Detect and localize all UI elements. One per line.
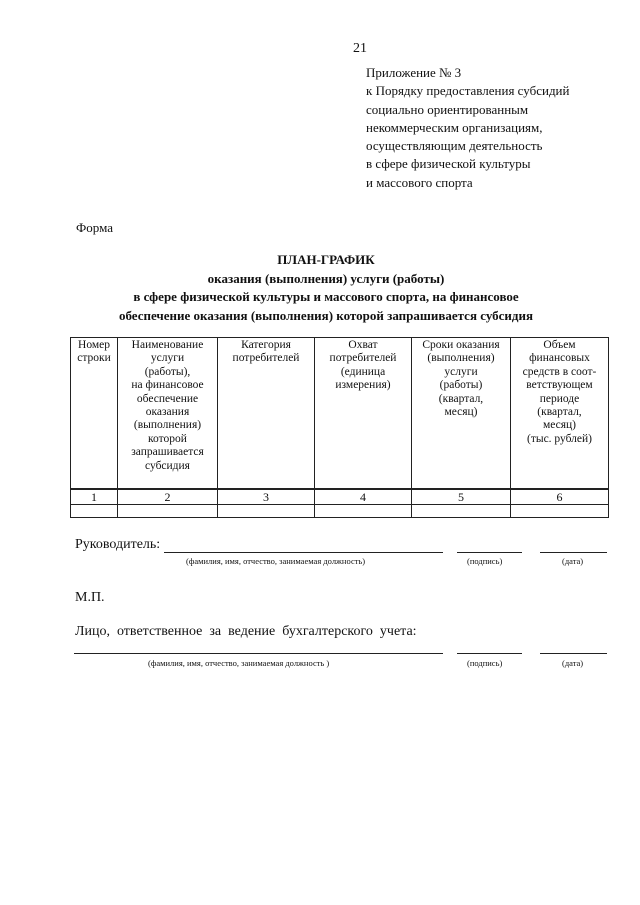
- annex-line: и массового спорта: [366, 174, 473, 190]
- column-number-cell: 6: [511, 489, 609, 505]
- page-number: 21: [353, 41, 367, 56]
- head-date-caption: (дата): [562, 556, 584, 566]
- annex-line: социально ориентированным: [366, 101, 529, 117]
- head-sign-line: [457, 552, 522, 553]
- header-cell-row-number: Номер строки: [71, 338, 118, 490]
- annex-line: к Порядку предоставления субсидий: [366, 83, 570, 99]
- annex-line: Приложение № 3: [366, 65, 462, 80]
- accountant-name-line: [74, 653, 443, 654]
- title-line: в сфере физической культуры и массового спорта, на финансовое: [133, 289, 519, 305]
- empty-cell: [218, 505, 315, 518]
- accountant-date-caption: (дата): [562, 658, 584, 668]
- title-line: ПЛАН-ГРАФИК: [277, 252, 375, 267]
- header-cell-service-period: Сроки оказания (выполнения) услуги (работы) (квартал, месяц): [412, 338, 511, 490]
- head-date-line: [540, 552, 607, 553]
- head-sign-caption: (подпись): [467, 556, 503, 566]
- document-title: [60, 251, 592, 325]
- column-number-cell: 2: [118, 489, 218, 505]
- empty-cell: [412, 505, 511, 518]
- accountant-date-line: [540, 653, 607, 654]
- accountant-sign-line: [457, 653, 522, 654]
- title-line: обеспечение оказания (выполнения) которой запрашивается субсидия: [118, 307, 534, 323]
- head-name-caption: (фамилия, имя, отчество, занимаемая должность): [186, 556, 366, 566]
- accountant-name-caption: (фамилия, имя, отчество, занимаемая должность ): [148, 658, 330, 668]
- accountant-sign-caption: (подпись): [467, 658, 503, 668]
- empty-cell: [71, 505, 118, 518]
- header-cell-service-name: Наименование услуги (работы), на финансовое обеспечение оказания (выполнения) которой запрашивается субсидия: [118, 338, 218, 490]
- table-header-row: [71, 338, 609, 490]
- accountant-signature-label: Лицо, ответственное за ведение бухгалтерского учета:: [75, 624, 417, 639]
- column-number-cell: 1: [71, 489, 118, 505]
- annex-line: осуществляющим деятельность: [366, 138, 543, 154]
- head-signature-label: Руководитель:: [75, 537, 161, 552]
- column-number-cell: 5: [412, 489, 511, 505]
- stamp-label: М.П.: [75, 590, 105, 605]
- annex-notice: [366, 64, 569, 192]
- header-cell-coverage: Охват потребителей (единица измерения): [315, 338, 412, 490]
- empty-cell: [315, 505, 412, 518]
- title-line: оказания (выполнения) услуги (работы): [207, 270, 445, 286]
- head-name-line: [164, 552, 443, 553]
- form-label: Форма: [76, 220, 113, 235]
- header-cell-funding-volume: Объем финансовых средств в соот- ветствующем периоде (квартал, месяц) (тыс. рублей): [511, 338, 609, 490]
- header-cell-consumer-category: Категория потребителей: [218, 338, 315, 490]
- annex-line: в сфере физической культуры: [366, 156, 531, 172]
- annex-line: некоммерческим организациям,: [366, 119, 543, 135]
- empty-data-row: [71, 505, 609, 518]
- column-number-cell: 3: [218, 489, 315, 505]
- empty-cell: [511, 505, 609, 518]
- empty-cell: [118, 505, 218, 518]
- column-number-cell: 4: [315, 489, 412, 505]
- plan-schedule-table: [70, 337, 609, 518]
- column-number-row: [71, 489, 609, 505]
